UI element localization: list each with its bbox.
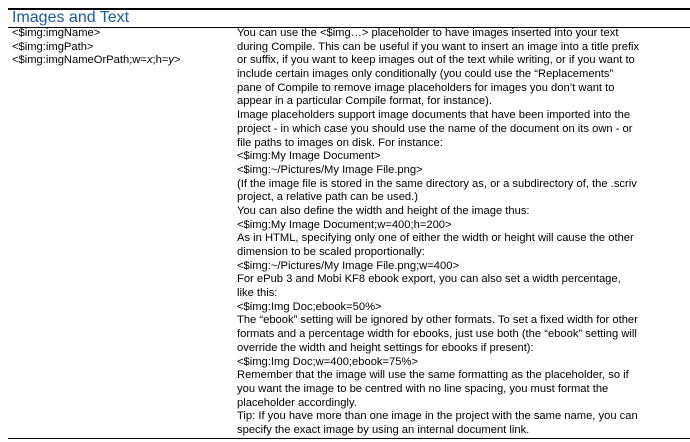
description-line: or suffix, if you want to keep images out of the text while writing, or if you want to xyxy=(237,54,635,67)
description-line: <$img:My Image Document;w=400;h=200> xyxy=(237,218,452,231)
syntax-line-img-name: <$img:imgName> xyxy=(12,27,101,39)
description-line: Image placeholders support image documents that have been imported into the xyxy=(237,109,631,122)
syntax-line-img-name-or-path: <$img:imgNameOrPath;w=x;h=y> xyxy=(12,54,181,67)
description-line: Remember that the image will use the same formatting as the placeholder, so if xyxy=(237,369,629,382)
section-title: Images and Text xyxy=(12,9,130,26)
description-line: dimension to be scaled proportionally: xyxy=(237,246,425,258)
description-line: like this: xyxy=(237,287,278,300)
description-line: specify the exact image by using an internal document link. xyxy=(237,423,530,436)
description-line: For ePub 3 and Mobi KF8 ebook export, you can also set a width percentage, xyxy=(237,273,621,286)
description-line: <$img:My Image Document> xyxy=(237,150,381,163)
description-line: <$img:Img Doc;ebook=50%> xyxy=(237,300,382,313)
description-line: placeholder accordingly. xyxy=(237,396,357,409)
description-line: Tip: If you have more than one image in the project with the same name, you can xyxy=(237,410,638,423)
description-line: you want the image to be centred with no line spacing, you must format the xyxy=(237,382,609,395)
description-line: appear in a particular Compile format, for instance). xyxy=(237,95,492,108)
description-line: pane of Compile to remove image placeholders for images you don’t want to xyxy=(237,81,615,94)
description-line: project - in which case you should use the name of the document on its own - or xyxy=(237,122,633,135)
description-line: The “ebook” setting will be ignored by other formats. To set a fixed width for other xyxy=(237,314,638,327)
bottom-rule xyxy=(8,438,690,439)
description-line: <$img:~/Pictures/My Image File.png> xyxy=(237,163,423,176)
description-column xyxy=(237,27,690,438)
syntax-line-img-path: <$img:imgPath> xyxy=(12,40,94,53)
description-line: <$img:Img Doc;w=400;ebook=75%> xyxy=(237,355,418,368)
description-line: You can use the <$img…> placeholder to have images inserted into your text xyxy=(237,27,619,39)
description-line: project, a relative path can be used.) xyxy=(237,191,418,204)
description-line: during Compile. This can be useful if you want to insert an image into a title prefix xyxy=(237,40,640,53)
description-line: formats and a percentage width for ebooks, just use both (the “ebook” setting will xyxy=(237,328,637,341)
description-line: You can also define the width and height of the image thus: xyxy=(237,204,530,217)
description-line: override the width and height settings for ebooks if present): xyxy=(237,341,534,354)
description-line: include certain images only conditionally (you could use the “Replacements” xyxy=(237,68,614,81)
description-line: file paths to images on disk. For instance: xyxy=(237,136,443,149)
description-line: As in HTML, specifying only one of either the width or height will cause the other xyxy=(237,232,634,245)
description-line: <$img:~/Pictures/My Image File.png;w=400> xyxy=(237,259,459,272)
description-line: (If the image file is stored in the same directory as, or a subdirectory of, the .scriv xyxy=(237,177,637,190)
syntax-column xyxy=(12,27,227,68)
